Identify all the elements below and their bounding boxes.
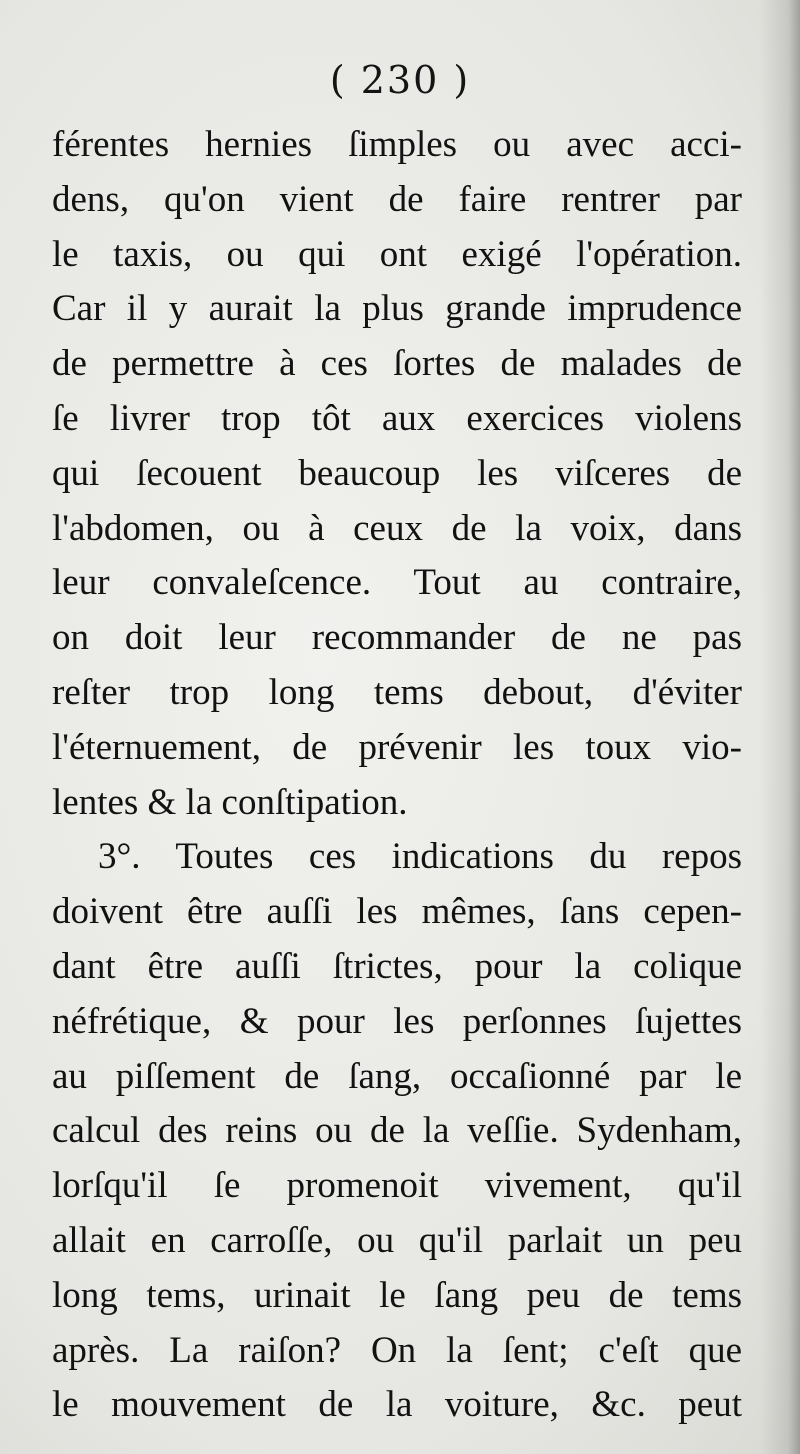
text-line: dant être auſſi ſtrictes, pour la colique	[52, 945, 742, 987]
text-line: reſter trop long tems debout, d'éviter	[52, 671, 742, 713]
text-line: férentes hernies ſimples ou avec acci-	[52, 124, 742, 165]
page-number: ( 230 )	[329, 58, 471, 102]
text-line: dens, qu'on vient de faire rentrer par	[52, 178, 742, 220]
text-line: qui ſecouent beaucoup les viſceres de	[52, 452, 742, 494]
text-line: après. La raiſon? On la ſent; c'eſt que	[52, 1329, 742, 1371]
text-line: lorſqu'il ſe promenoit vivement, qu'il	[52, 1165, 742, 1207]
body-text	[52, 118, 742, 1433]
text-line: on doit leur recommander de ne pas	[52, 617, 742, 659]
text-line: néfrétique, & pour les perſonnes ſujettes	[52, 1000, 742, 1042]
text-line: ſe livrer trop tôt aux exercices violens	[52, 397, 742, 439]
text-line: le mouvement de la voiture, &c. peut	[52, 1384, 742, 1426]
text-line: doivent être auſſi les mêmes, ſans cepen-	[52, 891, 742, 933]
page-edge-shadow	[760, 0, 800, 1454]
text-line: allait en carroſſe, ou qu'il parlait un peu	[52, 1219, 742, 1261]
text-line: de permettre à ces ſortes de malades de	[52, 343, 742, 385]
text-line: l'éternuement, de prévenir les toux vio-	[52, 726, 742, 768]
text-line: au piſſement de ſang, occaſionné par le	[52, 1055, 742, 1097]
text-line: le taxis, ou qui ont exigé l'opération.	[52, 233, 742, 275]
text-line: calcul des reins ou de la veſſie. Sydenham,	[52, 1110, 742, 1152]
text-line: leur convaleſcence. Tout au contraire,	[52, 562, 742, 604]
text-line: long tems, urinait le ſang peu de tems	[52, 1274, 742, 1316]
text-line: Car il y aurait la plus grande imprudence	[52, 288, 742, 330]
text-line: lentes & la conſtipation.	[52, 781, 408, 823]
text-line: 3°. Toutes ces indications du repos	[98, 836, 742, 878]
text-line: l'abdomen, ou à ceux de la voix, dans	[52, 507, 742, 549]
